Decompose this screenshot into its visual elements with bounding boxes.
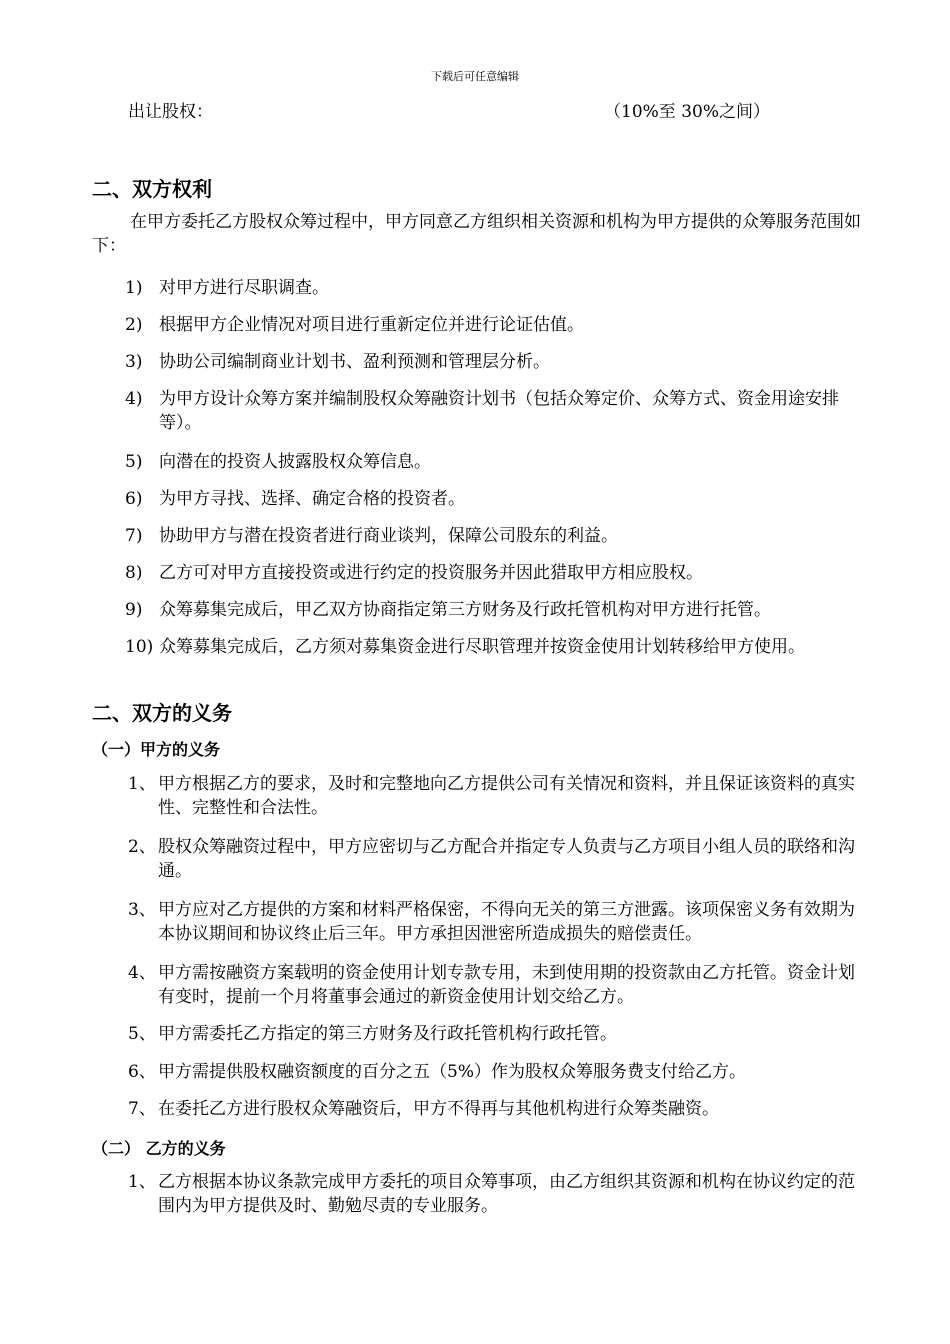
list-item (125, 313, 865, 337)
list-number: 3) (125, 352, 143, 372)
list-number: 4) (125, 389, 143, 409)
list-text: 对甲方进行尽职调查。 (159, 278, 329, 298)
section-obligations-title: 二、双方的义务 (92, 701, 232, 725)
list-number: 4、 (128, 963, 156, 983)
list-text: 协助公司编制商业计划书、盈利预测和管理层分析。 (159, 352, 550, 372)
list-text: 甲方应对乙方提供的方案和材料严格保密，不得向无关的第三方泄露。该项保密义务有效期为本协议期间和协议终止后三年。甲方承担因泄密所造成损失的赔偿责任。 (158, 900, 855, 944)
list-number: 10) (125, 637, 154, 657)
party-b-obligations-title: （二） 乙方的义务 (92, 1139, 226, 1158)
list-item (125, 561, 865, 585)
list-number: 5) (125, 452, 143, 472)
list-item (125, 487, 865, 511)
list-item (128, 1060, 868, 1084)
list-text: 众筹募集完成后，乙方须对募集资金进行尽职管理并按资金使用计划转移给甲方使用。 (159, 637, 805, 657)
equity-range: （10%至 30%之间） (604, 102, 770, 122)
list-item (128, 961, 868, 1009)
list-number: 1、 (128, 774, 156, 794)
list-number: 7、 (128, 1099, 156, 1119)
list-text: 乙方根据本协议条款完成甲方委托的项目众筹事项，由乙方组织其资源和机构在协议约定的范围内为甲方提供及时、勤勉尽责的专业服务。 (158, 1172, 855, 1216)
list-number: 5、 (128, 1024, 156, 1044)
list-item (128, 1170, 868, 1218)
list-text: 股权众筹融资过程中，甲方应密切与乙方配合并指定专人负责与乙方项目小组人员的联络和沟通。 (158, 837, 855, 881)
list-number: 1) (125, 278, 143, 298)
list-item (128, 1022, 868, 1046)
list-item (125, 524, 865, 548)
party-a-obligations-title: （一）甲方的义务 (92, 740, 221, 759)
list-item (128, 1097, 868, 1121)
list-number: 6、 (128, 1062, 156, 1082)
section-rights-intro: 在甲方委托乙方股权众筹过程中，甲方同意乙方组织相关资源和机构为甲方提供的众筹服务范围如下： (92, 212, 861, 256)
list-text: 乙方可对甲方直接投资或进行约定的投资服务并因此猎取甲方相应股权。 (159, 563, 703, 583)
list-number: 3、 (128, 900, 156, 920)
list-text: 为甲方寻找、选择、确定合格的投资者。 (159, 489, 465, 509)
list-text: 甲方需按融资方案载明的资金使用计划专款专用，未到使用期的投资款由乙方托管。资金计划有变时，提前一个月将董事会通过的新资金使用计划交给乙方。 (158, 963, 855, 1007)
list-text: 根据甲方企业情况对项目进行重新定位并进行论证估值。 (159, 315, 584, 335)
list-text: 在委托乙方进行股权众筹融资后，甲方不得再与其他机构进行众筹类融资。 (158, 1099, 719, 1119)
list-item (125, 276, 865, 300)
list-number: 9) (125, 600, 143, 620)
list-item (128, 898, 868, 946)
list-item (125, 598, 865, 622)
list-text: 甲方需提供股权融资额度的百分之五（5%）作为股权众筹服务费支付给乙方。 (158, 1062, 746, 1082)
header-note: 下载后可任意编辑 (431, 70, 519, 83)
list-text: 众筹募集完成后，甲乙双方协商指定第三方财务及行政托管机构对甲方进行托管。 (159, 600, 771, 620)
equity-label: 出让股权： (128, 102, 213, 122)
list-text: 甲方需委托乙方指定的第三方财务及行政托管机构行政托管。 (158, 1024, 617, 1044)
list-item (125, 387, 865, 435)
list-text: 甲方根据乙方的要求，及时和完整地向乙方提供公司有关情况和资料，并且保证该资料的真实性、完整性和合法性。 (158, 774, 855, 818)
list-item (125, 635, 865, 659)
list-number: 1、 (128, 1172, 156, 1192)
list-number: 8) (125, 563, 143, 583)
list-number: 7) (125, 526, 143, 546)
list-number: 2、 (128, 837, 156, 857)
list-text: 为甲方设计众筹方案并编制股权众筹融资计划书（包括众筹定价、众筹方式、资金用途安排等）。 (159, 389, 839, 433)
list-text: 协助甲方与潜在投资者进行商业谈判，保障公司股东的利益。 (159, 526, 618, 546)
list-item (128, 772, 868, 820)
list-item (128, 835, 868, 883)
list-text: 向潜在的投资人披露股权众筹信息。 (159, 452, 431, 472)
list-number: 2) (125, 315, 143, 335)
section-rights-title: 二、双方权利 (92, 177, 212, 201)
list-item (125, 450, 865, 474)
list-item (125, 350, 865, 374)
list-number: 6) (125, 489, 143, 509)
